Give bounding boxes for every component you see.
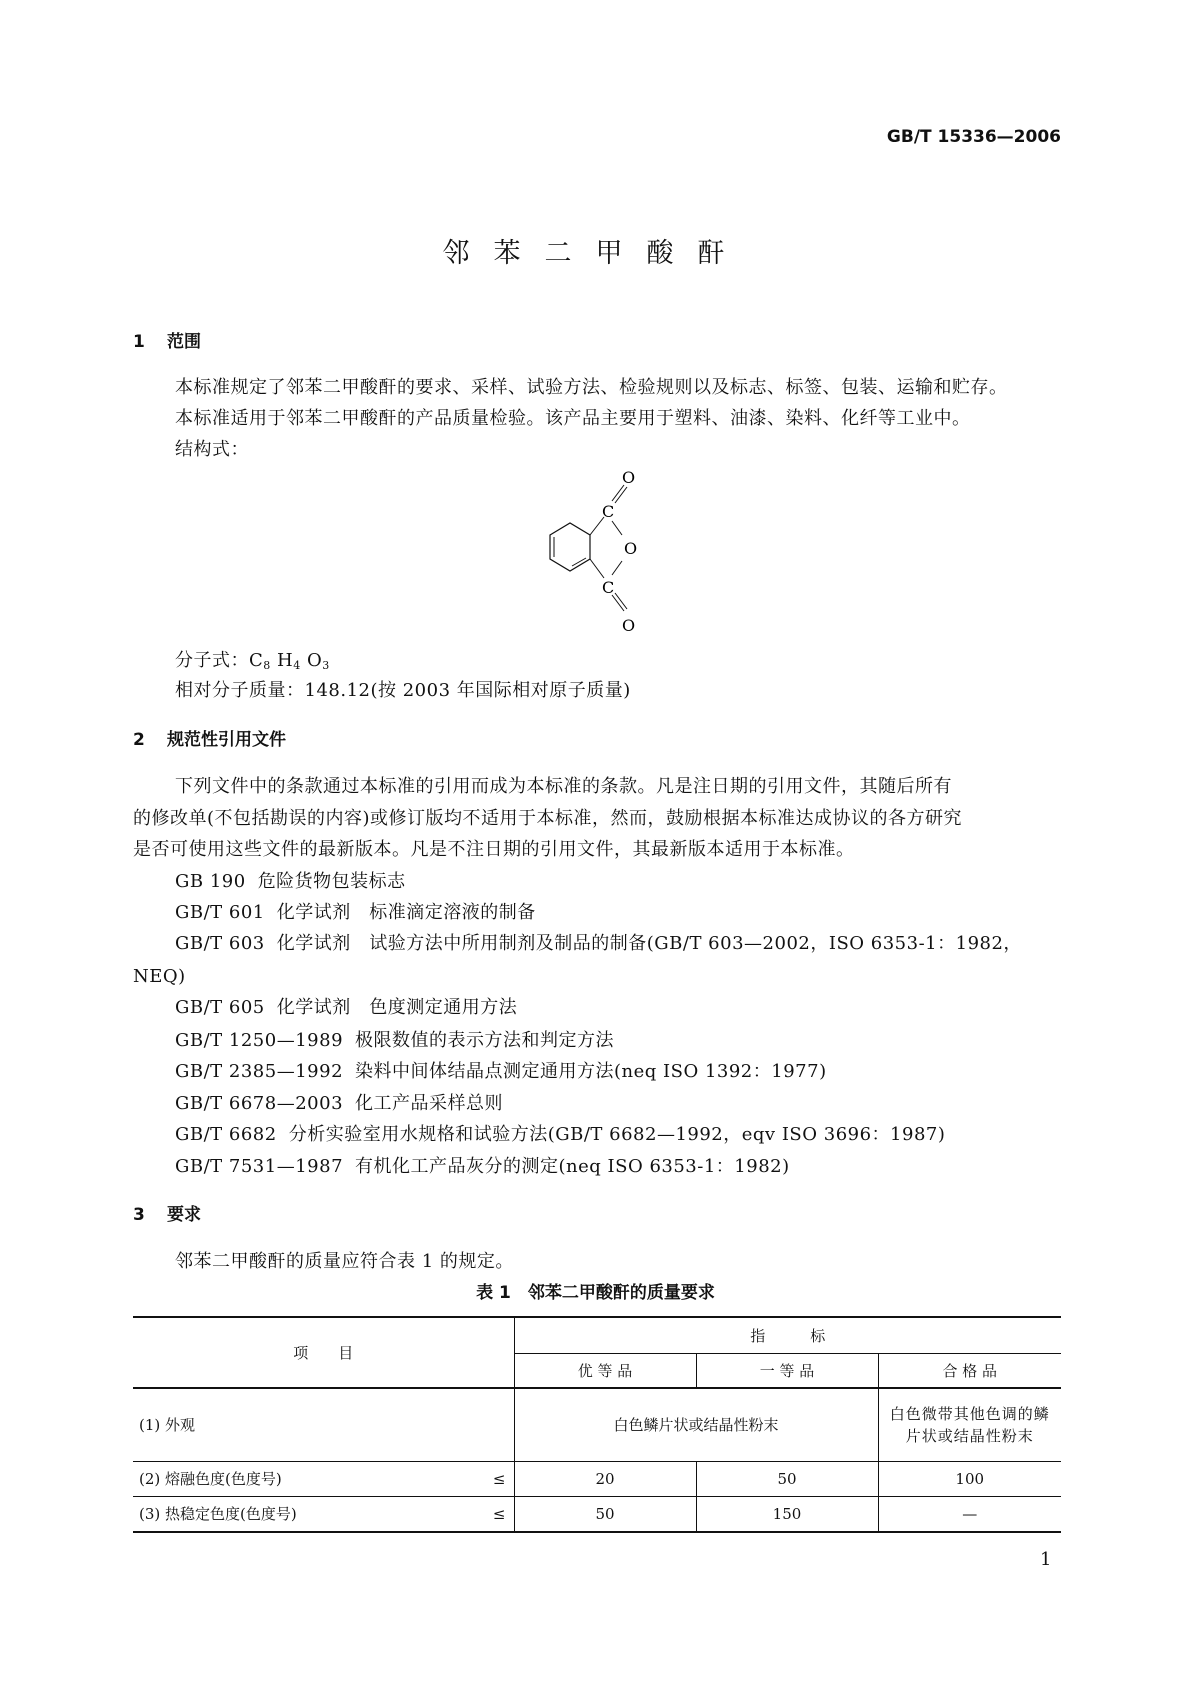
section-number: 1 [133, 332, 145, 352]
value-cell: 100 [878, 1462, 1061, 1497]
paragraph-line: 本标准适用于邻苯二甲酸酐的产品质量检验。该产品主要用于塑料、油漆、染料、化纤等工业中。 [175, 408, 971, 429]
atom-label: O [622, 616, 636, 635]
molecular-formula: 分子式：$C_8$ $H_4$ $O_3$ [175, 650, 330, 672]
index-header: 指 标 [514, 1317, 1061, 1354]
value-cell: — [878, 1497, 1061, 1533]
atom-label: O [622, 468, 636, 487]
paragraph-line: 是否可使用这些文件的最新版本。凡是不注日期的引用文件，其最新版本适用于本标准。 [133, 839, 855, 860]
paragraph-line: 邻苯二甲酸酐的质量应符合表 1 的规定。 [175, 1251, 514, 1272]
table-row [133, 1462, 1061, 1497]
reference-item: GB/T 601 化学试剂 标准滴定溶液的制备 [175, 902, 536, 923]
section-1-heading [133, 330, 201, 354]
item-cell: (1) 外观 [133, 1388, 514, 1462]
value-cell: 50 [514, 1497, 696, 1533]
reference-item: GB/T 2385—1992 染料中间体结晶点测定通用方法(neq ISO 1392：1977) [175, 1061, 827, 1082]
atom-label: O [624, 539, 638, 558]
paragraph-line: 结构式： [175, 439, 249, 460]
reference-item: GB/T 7531—1987 有机化工产品灰分的测定(neq ISO 6353-1：1982) [175, 1156, 790, 1177]
reference-item: GB/T 6678—2003 化工产品采样总则 [175, 1093, 504, 1114]
table-row [133, 1497, 1061, 1533]
reference-item-continuation: NEQ) [133, 966, 186, 987]
standard-number: GB/T 15336—2006 [886, 127, 1061, 147]
reference-item: GB/T 603 化学试剂 试验方法中所用制剂及制品的制备(GB/T 603—2002，ISO 6353-1：1982， [175, 933, 1022, 954]
reference-item: GB/T 1250—1989 极限数值的表示方法和判定方法 [175, 1030, 615, 1051]
value-cell: 白色鳞片状或结晶性粉末 [514, 1388, 878, 1462]
grade-header: 合 格 品 [878, 1354, 1061, 1389]
value-cell: 50 [696, 1462, 878, 1497]
molecular-mass: 相对分子质量：148.12(按 2003 年国际相对原子质量) [175, 680, 631, 701]
table-caption: 表 1 邻苯二甲酸酐的质量要求 [476, 1283, 715, 1303]
page-number: 1 [1040, 1549, 1052, 1570]
section-2-heading: 2 规范性引用文件 [133, 730, 286, 750]
atom-label: C [602, 502, 615, 521]
structural-formula [540, 465, 660, 645]
paragraph-line: 下列文件中的条款通过本标准的引用而成为本标准的条款。凡是注日期的引用文件，其随后所有 [175, 776, 952, 797]
item-cell: (3) 热稳定色度(色度号) ≤ [133, 1497, 514, 1533]
value-cell: 白色微带其他色调的鳞片状或结晶性粉末 [878, 1388, 1061, 1462]
paragraph-line: 的修改单(不包括勘误的内容)或修订版均不适用于本标准，然而，鼓励根据本标准达成协议的各方研究 [133, 808, 963, 829]
reference-item: GB 190 危险货物包装标志 [175, 871, 406, 892]
grade-header: 优 等 品 [514, 1354, 696, 1389]
atom-label: C [602, 578, 615, 597]
grade-header: 一 等 品 [696, 1354, 878, 1389]
value-cell: 20 [514, 1462, 696, 1497]
section-3-heading: 3 要求 [133, 1205, 201, 1225]
section-title: 范围 [167, 332, 201, 352]
reference-item: GB/T 6682 分析实验室用水规格和试验方法(GB/T 6682—1992，eqv ISO 3696：1987) [175, 1124, 946, 1145]
item-header: 项 目 [133, 1317, 514, 1388]
paragraph-line: 本标准规定了邻苯二甲酸酐的要求、采样、试验方法、检验规则以及标志、标签、包装、运输和贮存。 [175, 377, 1008, 398]
value-cell: 150 [696, 1497, 878, 1533]
table-row [133, 1388, 1061, 1462]
quality-requirements-table [133, 1316, 1061, 1533]
item-cell: (2) 熔融色度(色度号) ≤ [133, 1462, 514, 1497]
reference-item: GB/T 605 化学试剂 色度测定通用方法 [175, 997, 518, 1018]
document-title: 邻苯二甲酸酐 [442, 238, 749, 269]
